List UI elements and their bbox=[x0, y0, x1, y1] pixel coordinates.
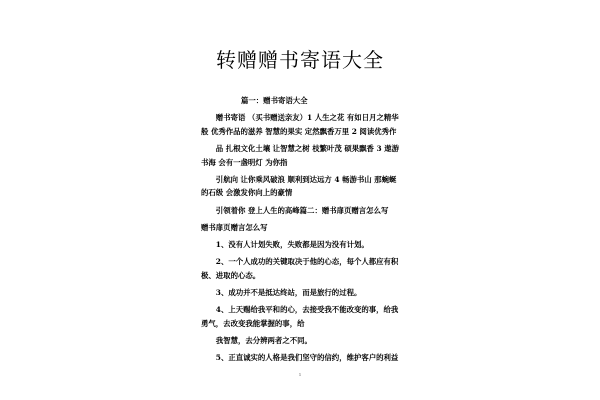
paragraph: 引领着你 登上人生的高峰篇二：赠书扉页赠言怎么写 bbox=[215, 205, 389, 215]
page-number: 1 bbox=[298, 372, 302, 377]
paragraph: 赠书扉页赠言怎么写 bbox=[201, 222, 268, 232]
list-item: 1、没有人计划失败，失败都是因为没有计划。 bbox=[215, 239, 369, 249]
list-item: 5、正直诚实的人格是我们坚守的信约，维护客户的利益 bbox=[215, 353, 399, 363]
document-title: 转赠赠书寄语大全 bbox=[216, 48, 384, 72]
list-item: 2、一个人成功的关键取决于他的心态，每个人都应有积极、进取的心态。 bbox=[201, 257, 399, 280]
list-item: 4、上天赐给我平和的心，去接受我不能改变的事，给我勇气，去改变我能掌握的事，给 bbox=[201, 305, 399, 328]
paragraph: 赠书寄语 （买书赠送亲友）1 人生之花 有如日月之精华般 优秀作品的滋养 智慧的果实 定然飘香万里 2 阅读优秀作 bbox=[201, 113, 399, 136]
section-heading: 篇一：赠书寄语大全 bbox=[241, 96, 308, 105]
paragraph: 引航向 让你乘风破浪 顺利到达远方 4 畅游书山 那蜿蜒的石级 会激发你向上的豪情 bbox=[201, 174, 397, 198]
document-body bbox=[201, 94, 403, 368]
list-item: 3、成功并不是抵达终站，而是旅行的过程。 bbox=[215, 287, 362, 297]
paragraph: 品 扎根文化土壤 让智慧之树 枝繁叶茂 硕果飘香 3 遨游书海 会有一盏明灯 为你指 bbox=[201, 143, 399, 167]
list-item: 我智慧，去分辨两者之不同。 bbox=[215, 335, 312, 345]
